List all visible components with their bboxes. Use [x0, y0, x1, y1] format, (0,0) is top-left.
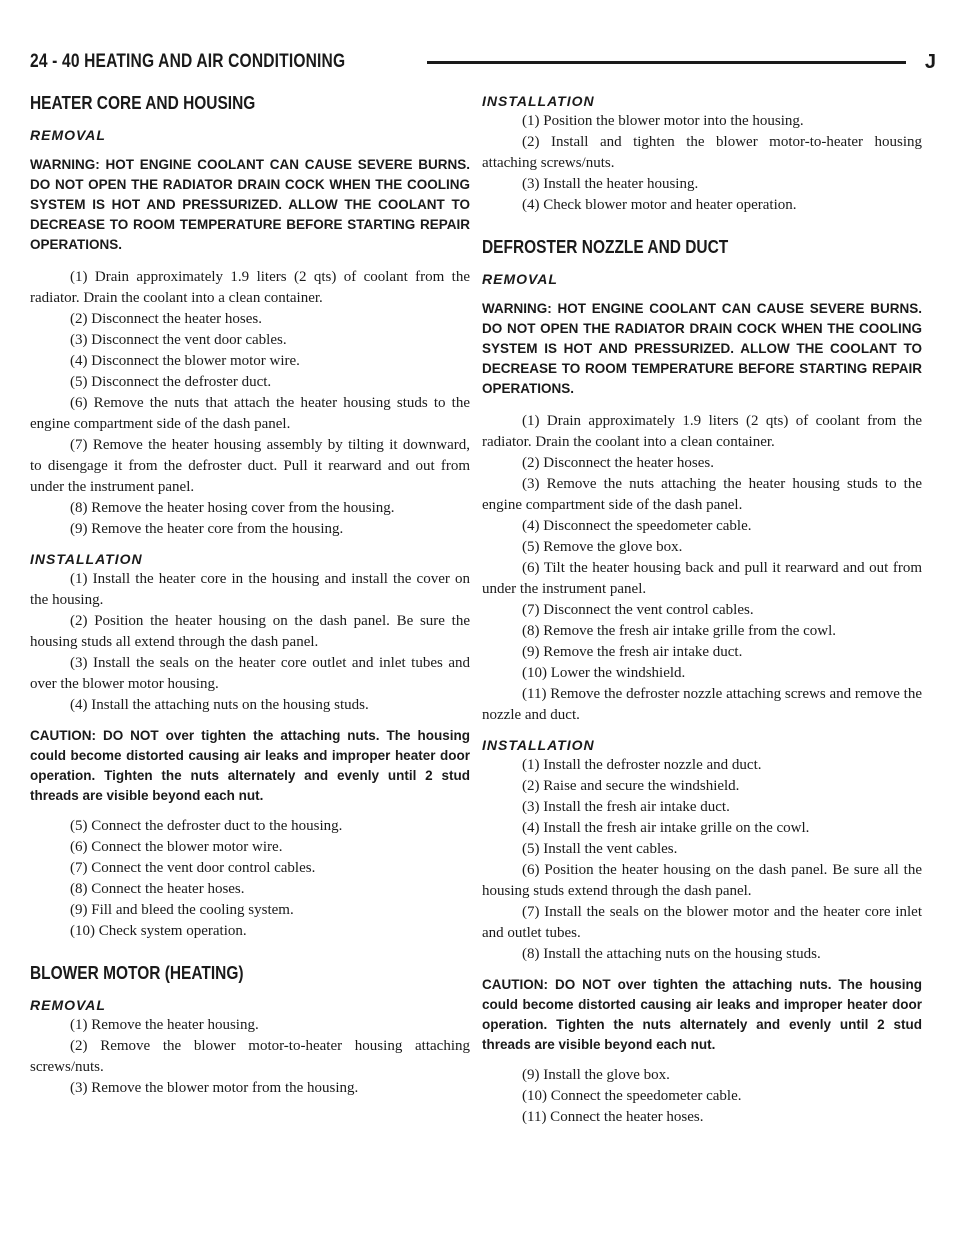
step-item: (2) Remove the blower motor-to-heater housing attaching screws/nuts.: [30, 1038, 470, 1075]
step-item: (2) Disconnect the heater hoses.: [522, 455, 715, 471]
header-model-letter: J: [924, 51, 936, 73]
step-item: (9) Remove the fresh air intake duct.: [522, 644, 743, 660]
step-item: (6) Remove the nuts that attach the heater housing studs to the engine compartment side of the dash panel.: [30, 395, 470, 432]
step-item: (1) Remove the heater housing.: [70, 1017, 259, 1033]
subhead-removal: REMOVAL: [482, 271, 558, 287]
step-item: (5) Disconnect the defroster duct.: [70, 374, 272, 390]
caution-text: CAUTION: DO NOT over tighten the attaching nuts. The housing could become distorted causing air leaks and improper heater door operation. Tighten the nuts alternately and evenly until 2 stud threads are visible beyond each nut.: [482, 977, 922, 1052]
section-title-defroster: DEFROSTER NOZZLE AND DUCT: [482, 237, 729, 257]
warning-text: WARNING: HOT ENGINE COOLANT CAN CAUSE SEVERE BURNS. DO NOT OPEN THE RADIATOR DRAIN COCK WHEN THE COOLING SYSTEM IS HOT AND PRESSURIZED. ALLOW THE COOLANT TO DECREASE TO ROOM TEMPERATURE BEFORE STARTING REPAIR OPERATIONS.: [482, 301, 922, 396]
step-item: (7) Connect the vent door control cables.: [70, 860, 316, 876]
step-item: (3) Remove the nuts attaching the heater housing studs to the engine compartment side of the dash panel.: [482, 476, 922, 513]
warning-text: WARNING: HOT ENGINE COOLANT CAN CAUSE SEVERE BURNS. DO NOT OPEN THE RADIATOR DRAIN COCK WHEN THE COOLING SYSTEM IS HOT AND PRESSURIZED. ALLOW THE COOLANT TO DECREASE TO ROOM TEMPERATURE BEFORE STARTING REPAIR OPERATIONS.: [30, 157, 470, 252]
step-item: (8) Install the attaching nuts on the housing studs.: [522, 946, 821, 962]
step-item: (8) Remove the fresh air intake grille from the cowl.: [522, 623, 837, 639]
step-item: (3) Remove the blower motor from the housing.: [70, 1080, 359, 1096]
step-item: (4) Install the attaching nuts on the housing studs.: [70, 697, 369, 713]
step-item: (3) Install the seals on the heater core outlet and inlet tubes and over the blower motor housing.: [30, 655, 470, 692]
step-item: (1) Position the blower motor into the housing.: [522, 113, 804, 129]
step-item: (3) Install the heater housing.: [522, 176, 699, 192]
step-item: (7) Install the seals on the blower motor and the heater core inlet and outlet tubes.: [482, 904, 922, 941]
step-item: (9) Install the glove box.: [522, 1067, 670, 1083]
step-item: (6) Position the heater housing on the dash panel. Be sure all the housing studs extend through the dash panel.: [482, 862, 922, 899]
header-section-title: 24 - 40 HEATING AND AIR CONDITIONING: [30, 51, 346, 72]
step-item: (1) Drain approximately 1.9 liters (2 qts) of coolant from the radiator. Drain the coolant into a clean container.: [30, 269, 470, 306]
subhead-removal: REMOVAL: [30, 127, 106, 143]
step-item: (8) Connect the heater hoses.: [70, 881, 245, 897]
left-column: [30, 92, 470, 1099]
step-item: (4) Install the fresh air intake grille on the cowl.: [522, 820, 810, 836]
step-item: (9) Fill and bleed the cooling system.: [70, 902, 294, 918]
step-item: (3) Disconnect the vent door cables.: [70, 332, 287, 348]
step-item: (7) Disconnect the vent control cables.: [522, 602, 754, 618]
step-item: (2) Raise and secure the windshield.: [522, 778, 740, 794]
step-item: (2) Install and tighten the blower motor-to-heater housing attaching screws/nuts.: [482, 134, 922, 171]
step-item: (3) Install the fresh air intake duct.: [522, 799, 730, 815]
step-item: (7) Remove the heater housing assembly by tilting it downward, to disengage it from the defroster duct. Pull it rearward and out from under the instrument panel.: [30, 437, 470, 495]
step-item: (1) Install the heater core in the housing and install the cover on the housing.: [30, 571, 470, 608]
step-item: (4) Disconnect the speedometer cable.: [522, 518, 752, 534]
page-header: [30, 47, 942, 77]
step-item: (10) Connect the speedometer cable.: [522, 1088, 742, 1104]
step-item: (5) Install the vent cables.: [522, 841, 678, 857]
step-item: (10) Lower the windshield.: [522, 665, 686, 681]
step-item: (6) Connect the blower motor wire.: [70, 839, 283, 855]
header-rule: [427, 61, 906, 64]
step-item: (10) Check system operation.: [70, 923, 247, 939]
step-item: (4) Disconnect the blower motor wire.: [70, 353, 300, 369]
subhead-removal: REMOVAL: [30, 997, 106, 1013]
step-item: (1) Install the defroster nozzle and duct.: [522, 757, 762, 773]
subhead-installation: INSTALLATION: [30, 551, 143, 567]
step-item: (8) Remove the heater hosing cover from the housing.: [70, 500, 395, 516]
step-item: (2) Position the heater housing on the dash panel. Be sure the housing studs all extend through the dash panel.: [30, 613, 470, 650]
caution-text: CAUTION: DO NOT over tighten the attaching nuts. The housing could become distorted causing air leaks and improper heater door operation. Tighten the nuts alternately and evenly until 2 stud threads are visible beyond each nut.: [30, 728, 470, 803]
step-item: (5) Connect the defroster duct to the housing.: [70, 818, 343, 834]
subhead-installation: INSTALLATION: [482, 93, 595, 109]
step-item: (6) Tilt the heater housing back and pull it rearward and out from under the instrument panel.: [482, 560, 922, 597]
step-item: (5) Remove the glove box.: [522, 539, 683, 555]
right-column: [482, 92, 922, 1128]
step-item: (11) Remove the defroster nozzle attaching screws and remove the nozzle and duct.: [482, 686, 922, 723]
step-item: (11) Connect the heater hoses.: [522, 1109, 704, 1125]
step-item: (2) Disconnect the heater hoses.: [70, 311, 263, 327]
step-item: (1) Drain approximately 1.9 liters (2 qts) of coolant from the radiator. Drain the coolant into a clean container.: [482, 413, 922, 450]
step-item: (9) Remove the heater core from the housing.: [70, 521, 344, 537]
step-item: (4) Check blower motor and heater operation.: [522, 197, 797, 213]
subhead-installation: INSTALLATION: [482, 737, 595, 753]
section-title-heater-core: HEATER CORE AND HOUSING: [30, 93, 256, 113]
section-title-blower-motor: BLOWER MOTOR (HEATING): [30, 963, 244, 983]
